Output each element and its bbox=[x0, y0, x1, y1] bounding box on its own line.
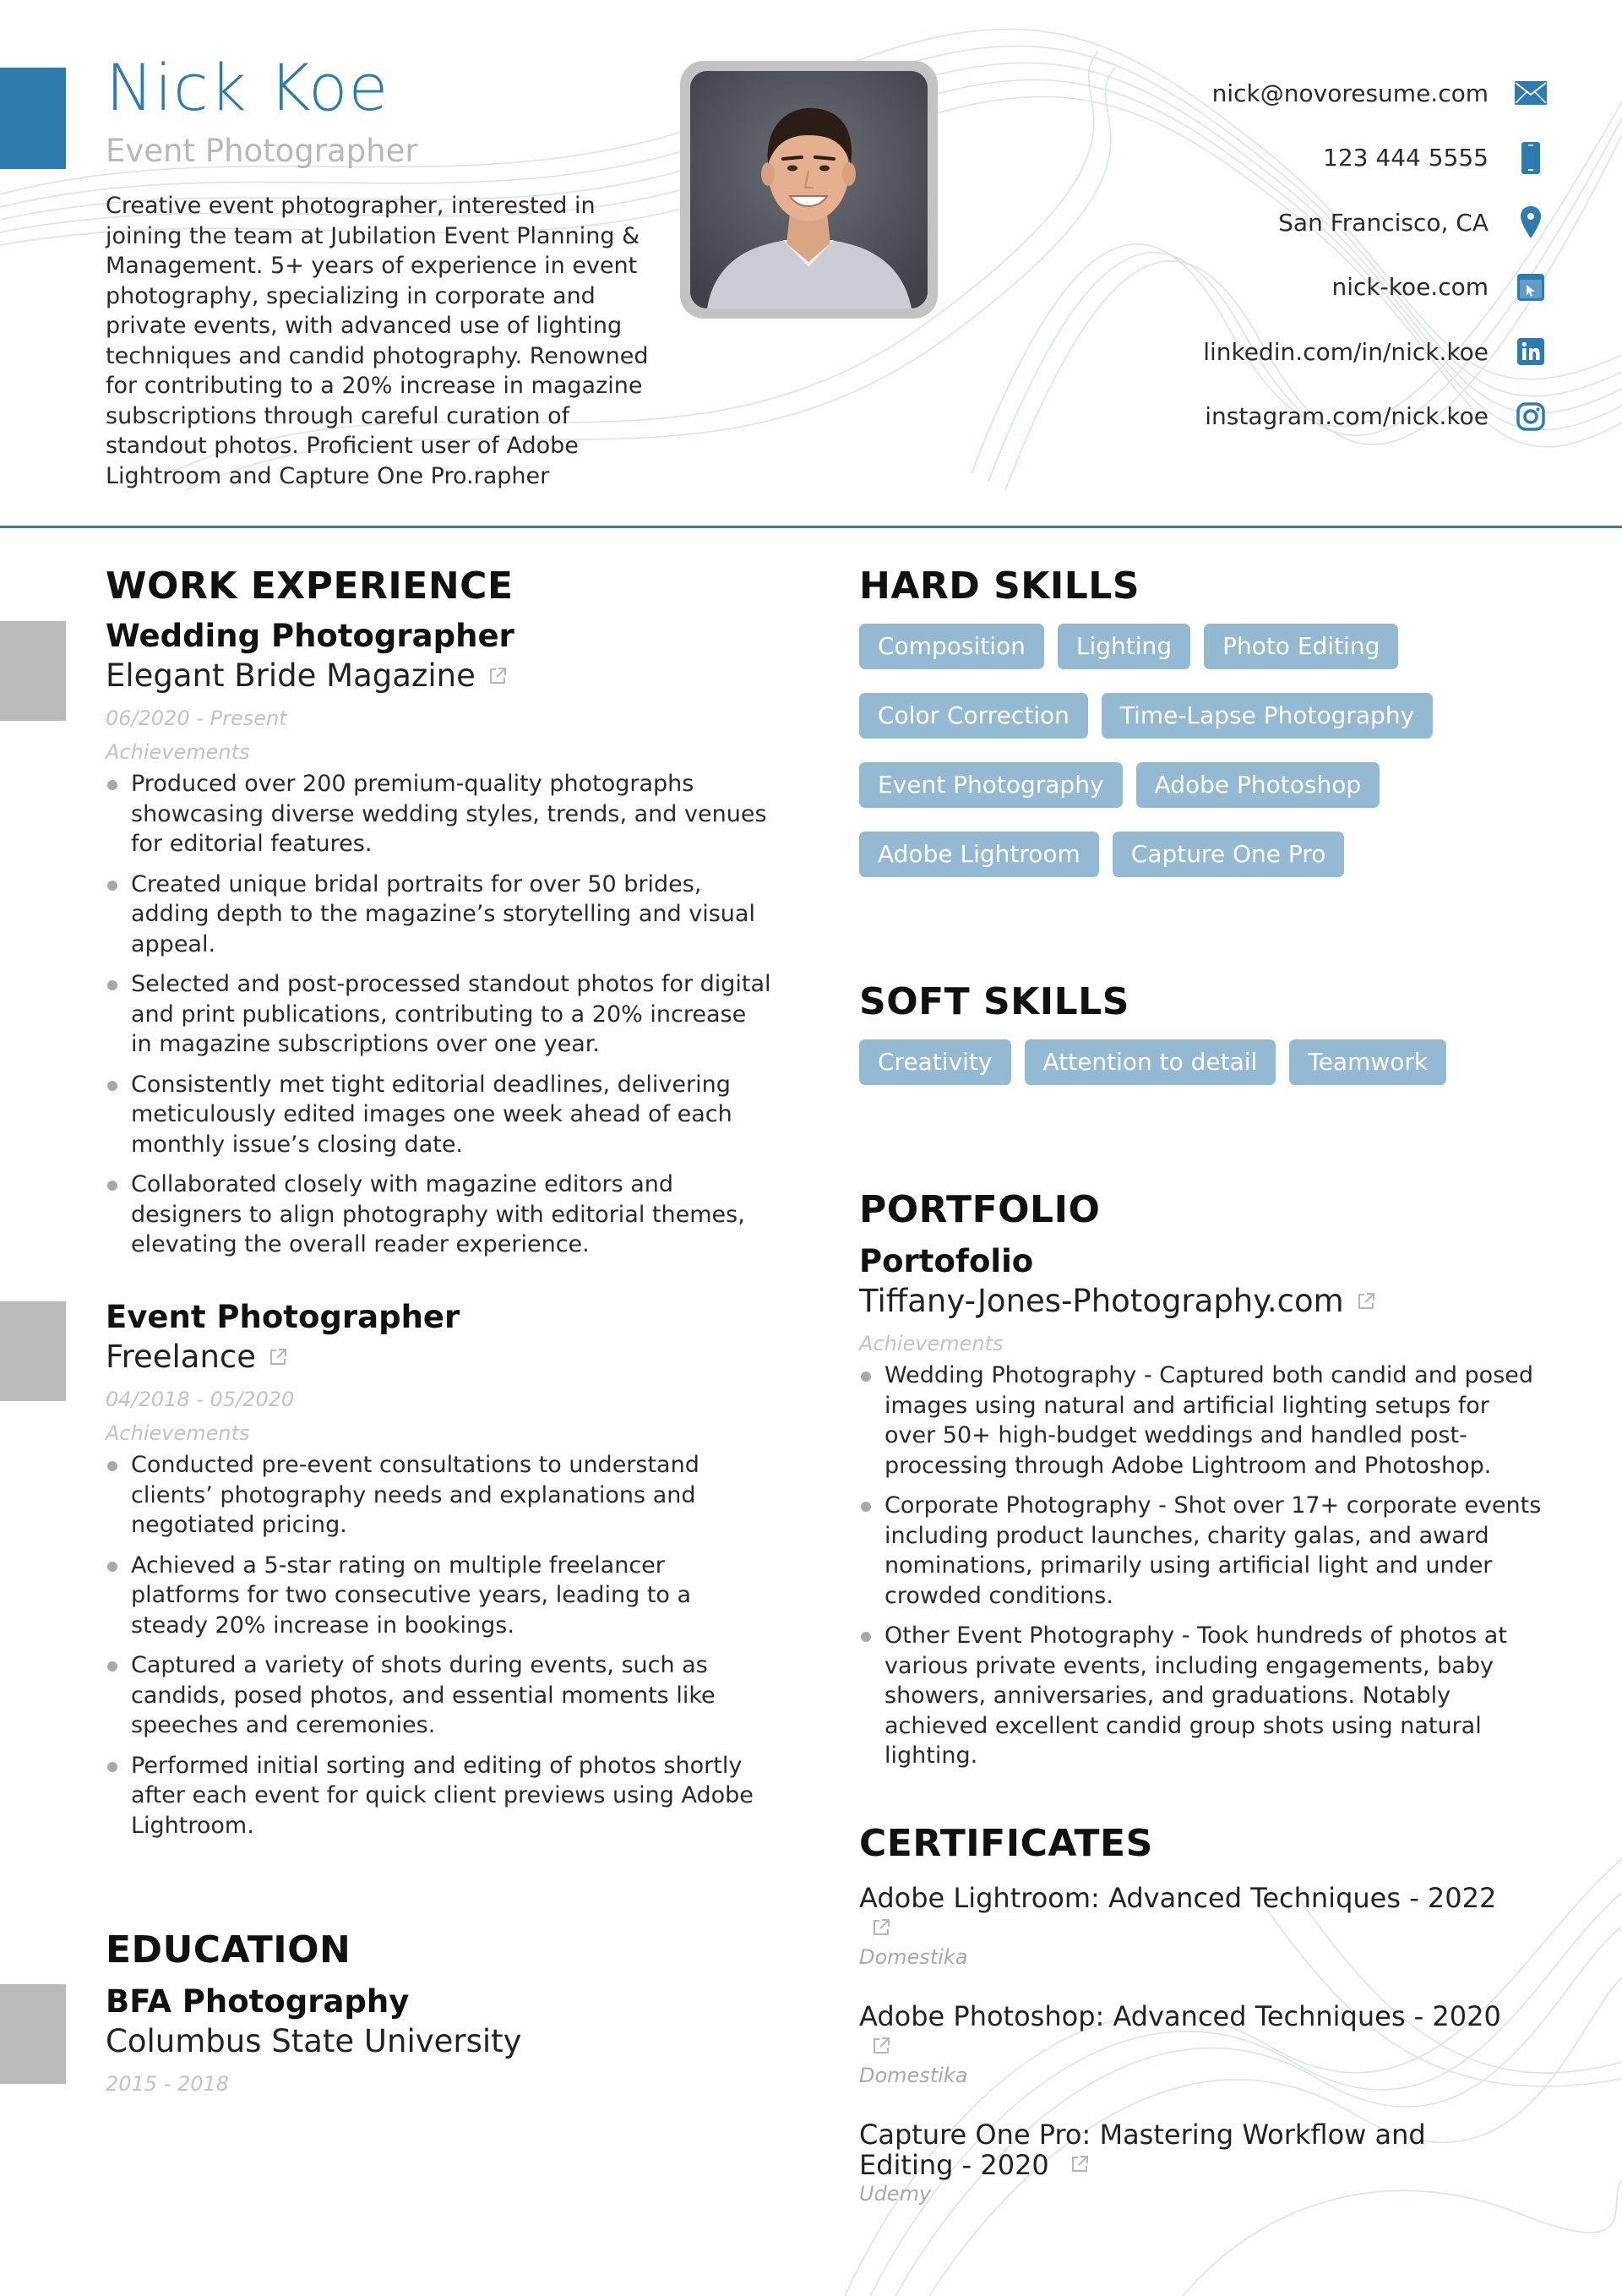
achievement-list bbox=[106, 769, 773, 1260]
external-link-icon[interactable] bbox=[487, 666, 508, 686]
education-marker bbox=[0, 1984, 66, 2084]
company-name[interactable] bbox=[106, 657, 773, 694]
section-title: CERTIFICATES bbox=[859, 1822, 1153, 1865]
certificate-title[interactable] bbox=[859, 2119, 1527, 2180]
certificate-title-text[interactable]: Adobe Lightroom: Advanced Techniques - 2022 bbox=[859, 1882, 1497, 1914]
contact-website-text[interactable]: nick-koe.com bbox=[1331, 273, 1489, 302]
skill-tag: Photo Editing bbox=[1204, 624, 1398, 669]
linkedin-icon bbox=[1512, 333, 1549, 370]
list-item: Captured a variety of shots during events, such as candids, posed photos, and essential moments like speeches and ceremonies. bbox=[106, 1650, 773, 1741]
portfolio-link-text[interactable]: Tiffany-Jones-Photography.com bbox=[859, 1283, 1344, 1319]
certificate-title-text[interactable]: Capture One Pro: Mastering Workflow and Editing - 2020 bbox=[859, 2119, 1426, 2181]
contact-list bbox=[1009, 61, 1549, 449]
external-link-icon[interactable] bbox=[871, 2036, 891, 2056]
contact-instagram[interactable] bbox=[1009, 384, 1549, 450]
list-item: Created unique bridal portraits for over 50 brides, adding depth to the magazine’s storytelling and visual appeal. bbox=[106, 870, 773, 960]
certificate-title[interactable] bbox=[859, 2001, 1535, 2062]
list-item: Selected and post-processed standout photos for digital and print publications, contributing to a 20% increase in magazine subscriptions over one year. bbox=[106, 969, 773, 1060]
section-title: WORK EXPERIENCE bbox=[106, 564, 514, 608]
degree-title: BFA Photography bbox=[106, 1983, 410, 2020]
portfolio-link[interactable] bbox=[859, 1285, 1543, 1317]
contact-email[interactable] bbox=[1009, 61, 1549, 126]
company-name-text[interactable]: Elegant Bride Magazine bbox=[106, 657, 476, 694]
skill-tag: Color Correction bbox=[859, 693, 1088, 739]
header-accent-bar bbox=[0, 68, 66, 169]
location-icon bbox=[1512, 204, 1549, 241]
email-icon bbox=[1512, 74, 1549, 112]
job-dates: 04/2018 - 05/2020 bbox=[106, 1388, 295, 1411]
website-icon bbox=[1512, 269, 1549, 306]
contact-phone[interactable] bbox=[1009, 126, 1549, 191]
list-item: Other Event Photography - Took hundreds of photos at various private events, including engagements, baby showers, anniversaries, and graduations. Notably achieved excellent candid group shots using natural lighting. bbox=[859, 1621, 1543, 1771]
skill-tag: Attention to detail bbox=[1025, 1039, 1276, 1085]
certificate-item bbox=[859, 2119, 1527, 2204]
portfolio-list bbox=[859, 1361, 1543, 1771]
header-divider bbox=[0, 526, 1622, 528]
portrait-illustration bbox=[690, 71, 928, 308]
hard-skills-tags bbox=[859, 624, 1484, 901]
candidate-name: Nick Koe bbox=[106, 50, 389, 125]
skill-tag: Adobe Lightroom bbox=[859, 832, 1099, 877]
achievement-list bbox=[106, 1450, 773, 1841]
job-title: Wedding Photographer bbox=[106, 618, 514, 654]
skill-tag: Lighting bbox=[1058, 624, 1190, 669]
contact-linkedin-text[interactable]: linkedin.com/in/nick.koe bbox=[1203, 337, 1489, 366]
list-item: Corporate Photography - Shot over 17+ corporate events including product launches, charity galas, and award nominations, primarily using artificial light and under crowded conditions. bbox=[859, 1491, 1543, 1611]
skill-tag: Creativity bbox=[859, 1039, 1011, 1085]
external-link-icon[interactable] bbox=[871, 1917, 891, 1938]
contact-location[interactable] bbox=[1009, 190, 1549, 255]
certificate-issuer: Udemy bbox=[859, 2182, 932, 2206]
job-marker-1 bbox=[0, 621, 66, 721]
company-name[interactable] bbox=[106, 1339, 773, 1375]
list-item: Consistently met tight editorial deadlines, delivering meticulously edited images one week ahead of each monthly issue’s closing date. bbox=[106, 1070, 773, 1160]
contact-instagram-text[interactable]: instagram.com/nick.koe bbox=[1205, 402, 1489, 431]
external-link-icon[interactable] bbox=[1356, 1291, 1376, 1312]
job-dates: 06/2020 - Present bbox=[106, 706, 287, 730]
external-link-icon[interactable] bbox=[268, 1347, 288, 1367]
contact-location-text[interactable]: San Francisco, CA bbox=[1278, 208, 1489, 237]
skill-tag: Time-Lapse Photography bbox=[1102, 693, 1433, 739]
section-title: HARD SKILLS bbox=[859, 564, 1140, 608]
skill-tag: Adobe Photoshop bbox=[1136, 762, 1380, 808]
section-title: PORTFOLIO bbox=[859, 1188, 1101, 1231]
certificate-item bbox=[859, 1883, 1535, 1967]
list-item: Wedding Photography - Captured both candid and posed images using natural and artificial lighting setups for over 50+ high-budget weddings and handled post-processing through Adobe Lightroom and Photoshop. bbox=[859, 1361, 1543, 1481]
skill-tag: Capture One Pro bbox=[1113, 832, 1345, 877]
list-item: Performed initial sorting and editing of photos shortly after each event for quick client previews using Adobe Lightroom. bbox=[106, 1751, 773, 1841]
portfolio-section bbox=[859, 1188, 1543, 1781]
education-dates: 2015 - 2018 bbox=[106, 2072, 230, 2096]
external-link-icon[interactable] bbox=[1070, 2154, 1090, 2174]
achievements-label: Achievements bbox=[859, 1332, 1004, 1355]
phone-icon bbox=[1512, 139, 1549, 177]
work-experience-title bbox=[106, 564, 514, 608]
list-item: Collaborated closely with magazine editors and designers to align photography with editorial themes, elevating the overall reader experience. bbox=[106, 1170, 773, 1260]
company-name-text[interactable]: Freelance bbox=[106, 1339, 257, 1375]
certificate-title[interactable] bbox=[859, 1883, 1535, 1944]
soft-skills-section bbox=[859, 980, 1535, 1109]
candidate-role: Event Photographer bbox=[106, 133, 418, 169]
contact-email-text[interactable]: nick@novoresume.com bbox=[1211, 79, 1489, 107]
hard-skills-section bbox=[859, 564, 1535, 901]
list-item: Conducted pre-event consultations to understand clients’ photography needs and explanations and negotiated pricing. bbox=[106, 1450, 773, 1541]
school-name: Columbus State University bbox=[106, 2023, 522, 2059]
education-section bbox=[106, 1928, 773, 2096]
skill-tag: Composition bbox=[859, 624, 1044, 669]
skill-tag: Teamwork bbox=[1289, 1039, 1446, 1085]
job-marker-2 bbox=[0, 1301, 66, 1401]
job-entry-2 bbox=[106, 1301, 773, 1851]
profile-photo bbox=[680, 61, 938, 319]
contact-website[interactable] bbox=[1009, 255, 1549, 320]
achievements-label: Achievements bbox=[106, 1421, 250, 1445]
certificate-issuer: Domestika bbox=[859, 2064, 968, 2087]
list-item: Achieved a 5-star rating on multiple freelancer platforms for two consecutive years, leading to a steady 20% increase in bookings. bbox=[106, 1551, 773, 1641]
job-title: Event Photographer bbox=[106, 1299, 460, 1335]
profile-summary: Creative event photographer, interested in joining the team at Jubilation Event Planning & Management. 5+ years of experience in event photography, specializing in corporate and private events, with advanced use of lighting techniques and candid photography. Renowned for contributing to a 20% increase in magazine subscriptions through careful curation of standout photos. Proficient user of Adobe Lightroom and Capture One Pro.rapher bbox=[106, 193, 649, 489]
contact-phone-text[interactable]: 123 444 5555 bbox=[1323, 144, 1489, 172]
achievements-label: Achievements bbox=[106, 740, 250, 764]
certificates-section bbox=[859, 1822, 1535, 2206]
contact-linkedin[interactable] bbox=[1009, 319, 1549, 384]
portfolio-name: Portofolio bbox=[859, 1243, 1034, 1279]
instagram-icon bbox=[1512, 398, 1549, 435]
section-title: SOFT SKILLS bbox=[859, 980, 1129, 1023]
job-entry-1 bbox=[106, 620, 773, 1270]
list-item: Produced over 200 premium-quality photographs showcasing diverse wedding styles, trends, and venues for editorial features. bbox=[106, 769, 773, 859]
skill-tag: Event Photography bbox=[859, 762, 1123, 808]
section-title: EDUCATION bbox=[106, 1928, 351, 1972]
certificate-item bbox=[859, 2001, 1535, 2086]
soft-skills-tags bbox=[859, 1039, 1535, 1109]
certificate-issuer: Domestika bbox=[859, 1945, 968, 1969]
certificate-title-text[interactable]: Adobe Photoshop: Advanced Techniques - 2020 bbox=[859, 2000, 1501, 2032]
